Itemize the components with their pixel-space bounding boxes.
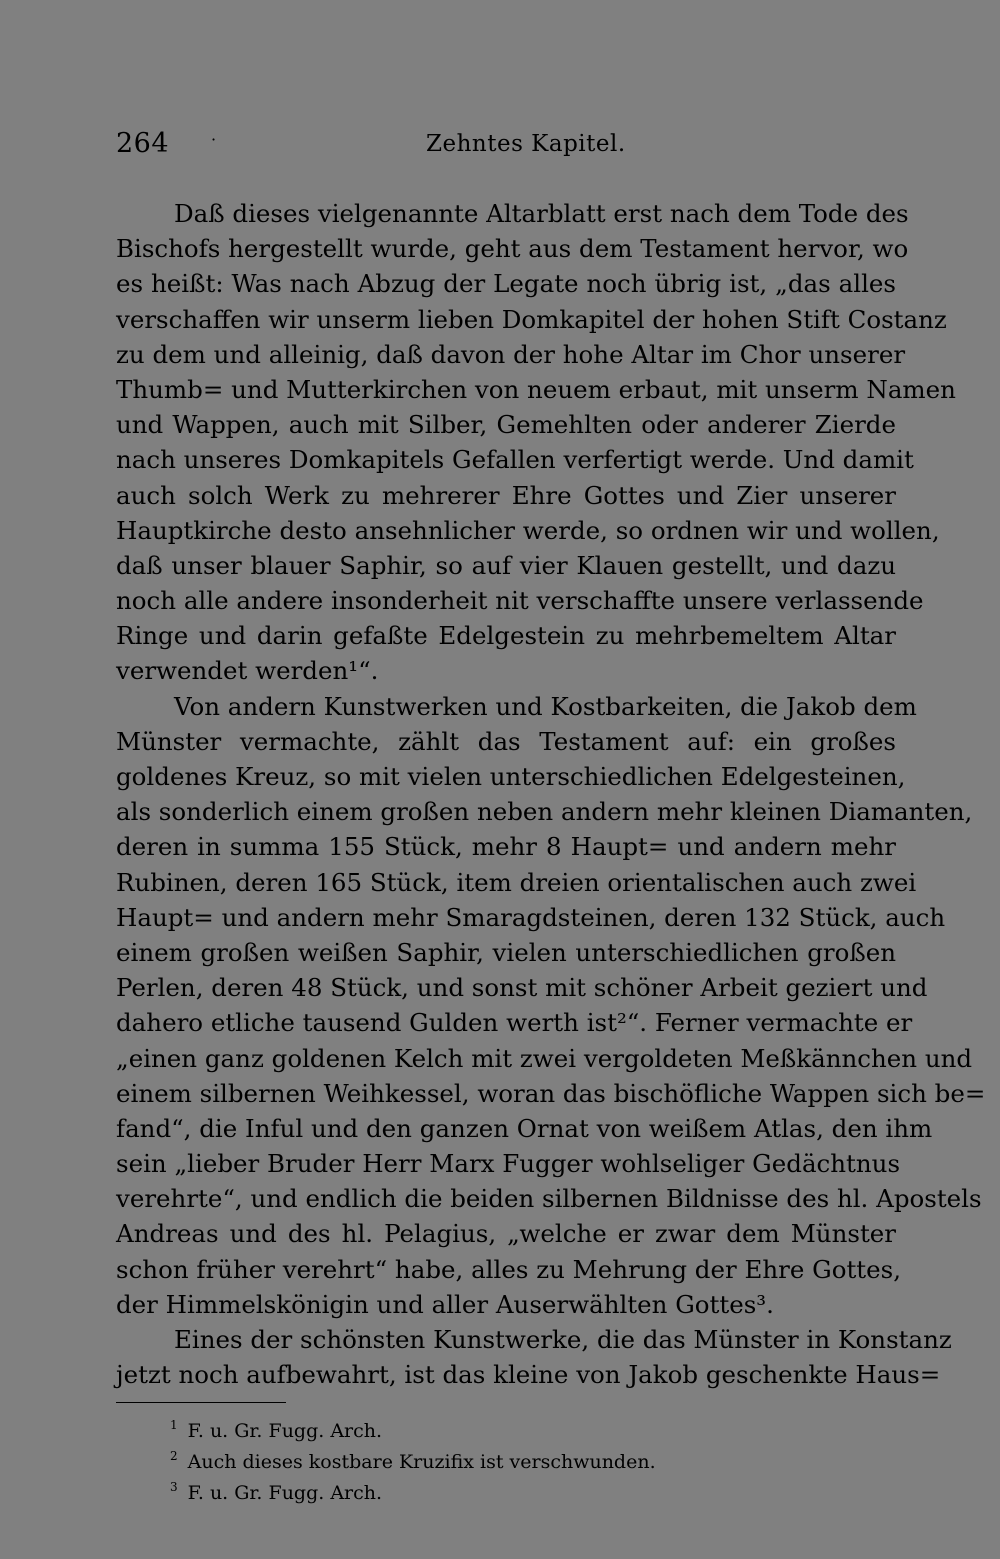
text-line: Rubinen, deren 165 Stück, item dreien orientalischen auch zwei xyxy=(116,867,917,897)
footnote-number: 3 xyxy=(170,1480,178,1494)
text-line: Hauptkirche desto ansehnlicher werde, so ordnen wir und wollen, xyxy=(116,515,940,545)
running-head xyxy=(116,128,896,168)
text-line: Thumb= und Mutterkirchen von neuem erbaut, mit unserm Namen xyxy=(116,374,956,404)
text-line: auch solch Werk zu mehrerer Ehre Gottes und Zier unserer xyxy=(116,480,896,510)
text-line: und Wappen, auch mit Silber, Gemehlten oder anderer Zierde xyxy=(116,410,896,440)
text-line: deren in summa 155 Stück, mehr 8 Haupt= und andern mehr xyxy=(116,832,896,862)
text-line: schon früher verehrt“ habe, alles zu Mehrung der Ehre Gottes, xyxy=(116,1254,902,1284)
text-line: zu dem und alleinig, daß davon der hohe Altar im Chor unserer xyxy=(116,339,906,369)
text-line: Münster vermachte, zählt das Testament auf: ein großes xyxy=(116,726,896,756)
text-line: noch alle andere insonderheit nit verschaffte unsere verlassende xyxy=(116,586,924,616)
footnote-divider xyxy=(116,1402,286,1403)
text-line: Ringe und darin gefaßte Edelgestein zu mehrbemeltem Altar xyxy=(116,621,896,651)
text-line: Bischofs hergestellt wurde, geht aus dem Testament hervor, wo xyxy=(116,234,909,264)
text-line: der Himmelskönigin und aller Auserwählten Gottes³. xyxy=(116,1289,774,1319)
footnote-number: 1 xyxy=(170,1418,178,1432)
text-line: verwendet werden¹“. xyxy=(116,656,379,686)
text-line: dahero etliche tausend Gulden werth ist²“. Ferner vermachte er xyxy=(116,1008,913,1038)
chapter-running-title: Zehntes Kapitel. xyxy=(426,131,626,157)
body-text xyxy=(116,196,986,1392)
text-line: Eines der schönsten Kunstwerke, die das Münster in Konstanz xyxy=(174,1325,952,1354)
footnote-text: F. u. Gr. Fugg. Arch. xyxy=(187,1482,383,1504)
text-line: daß unser blauer Saphir, so auf vier Klauen gestellt, und dazu xyxy=(116,550,896,580)
text-line: Andreas und des hl. Pelagius, „welche er zwar dem Münster xyxy=(116,1219,896,1249)
footnote-text: Auch dieses kostbare Kruzifix ist verschwunden. xyxy=(187,1451,656,1473)
footnote xyxy=(170,1410,870,1441)
text-line: fand“, die Inful und den ganzen Ornat von weißem Atlas, den ihm xyxy=(116,1113,933,1143)
text-line: Von andern Kunstwerken und Kostbarkeiten, die Jakob dem xyxy=(174,691,917,721)
text-line: es heißt: Was nach Abzug der Legate noch übrig ist, „das alles xyxy=(116,269,896,299)
text-line: Daß dieses vielgenannte Altarblatt erst nach dem Tode des xyxy=(174,199,909,228)
text-line: Perlen, deren 48 Stück, und sonst mit schöner Arbeit geziert und xyxy=(116,973,928,1003)
text-line: nach unseres Domkapitels Gefallen verfertigt werde. Und damit xyxy=(116,445,914,475)
text-line: als sonderlich einem großen neben andern mehr kleinen Diamanten, xyxy=(116,797,973,827)
header-dot: · xyxy=(211,130,217,149)
footnote-text: F. u. Gr. Fugg. Arch. xyxy=(187,1420,383,1442)
text-line: Haupt= und andern mehr Smaragdsteinen, deren 132 Stück, auch xyxy=(116,902,946,932)
footnote xyxy=(170,1472,870,1503)
text-line: jetzt noch aufbewahrt, ist das kleine von Jakob geschenkte Haus= xyxy=(116,1360,941,1390)
page-number: 264 xyxy=(116,128,170,159)
text-line: sein „lieber Bruder Herr Marx Fugger wohlseliger Gedächtnus xyxy=(116,1149,901,1179)
text-line: „einen ganz goldenen Kelch mit zwei vergoldeten Meßkännchen und xyxy=(116,1043,973,1073)
text-line: goldenes Kreuz, so mit vielen unterschiedlichen Edelgesteinen, xyxy=(116,762,906,791)
footnotes xyxy=(170,1410,870,1503)
text-line: verschaffen wir unserm lieben Domkapitel der hohen Stift Costanz xyxy=(116,304,947,334)
text-line: einem silbernen Weihkessel, woran das bischöfliche Wappen sich be= xyxy=(116,1078,986,1108)
footnote xyxy=(170,1441,870,1472)
text-line: einem großen weißen Saphir, vielen unterschiedlichen großen xyxy=(116,937,896,967)
text-line: verehrte“, und endlich die beiden silbernen Bildnisse des hl. Apostels xyxy=(116,1184,982,1214)
footnote-number: 2 xyxy=(170,1449,178,1463)
